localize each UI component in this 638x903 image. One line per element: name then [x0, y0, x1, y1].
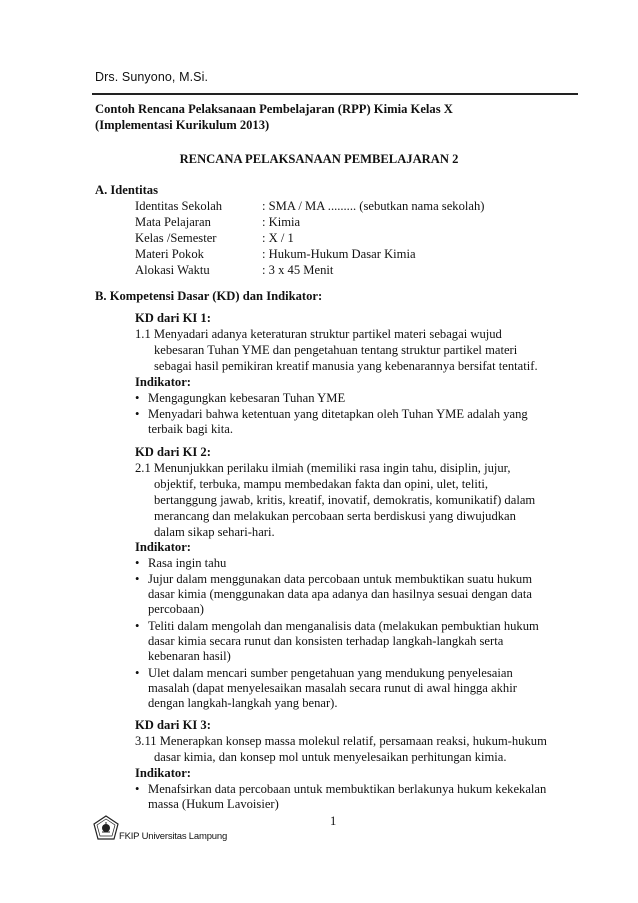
ki1-kd-line: kebesaran Tuhan YME dan pengetahuan tentang struktur partikel materi: [154, 343, 518, 357]
ki2-bullet: • Teliti dalam mengolah dan menganalisis data (melakukan pembuktian hukum dasar kimia secara runut dan konsisten terhadap langkah-langkah serta kebenaran hasil): [135, 619, 539, 663]
identity-row: [135, 263, 333, 278]
ki1-heading: KD dari KI 1:: [135, 311, 211, 325]
ki2-kd-line: objektif, terbuka, mampu membedakan fakta dan opini, ulet, teliti,: [154, 477, 488, 491]
ki2-bullet: • Jujur dalam menggunakan data percobaan untuk membuktikan suatu hukum dasar kimia (menggunakan data apa adanya dan hasilnya sesuai dengan data percobaan): [135, 572, 533, 616]
identity-label: Mata Pelajaran: [135, 215, 211, 229]
identity-label: Kelas /Semester: [135, 231, 217, 245]
ki1-bullet: • Menyadari bahwa ketentuan yang ditetapkan oleh Tuhan YME adalah yang terbaik bagi kita.: [135, 407, 528, 436]
header-rule: [92, 93, 578, 95]
section-b-heading: B. Kompetensi Dasar (KD) dan Indikator:: [95, 289, 323, 303]
identity-row: [135, 231, 294, 246]
identity-value: : 3 x 45 Menit: [262, 263, 334, 277]
identity-row: [135, 199, 484, 214]
footer-institution: FKIP Universitas Lampung: [119, 831, 228, 842]
document-title: Contoh Rencana Pelaksanaan Pembelajaran (RPP) Kimia Kelas X: [95, 102, 453, 116]
ki3-kd-line: 3.11 Menerapkan konsep massa molekul relatif, persamaan reaksi, hukum-hukum: [135, 734, 547, 748]
identity-row: [135, 247, 416, 262]
identity-value: : Kimia: [262, 215, 301, 229]
ki1-indikator-label: Indikator:: [135, 375, 191, 389]
ki3-heading: KD dari KI 3:: [135, 718, 211, 732]
ki3-bullet: • Menafsirkan data percobaan untuk membuktikan berlakunya hukum kekekalan massa (Hukum Lavoisier): [135, 782, 547, 811]
section-a-heading: A. Identitas: [95, 183, 158, 197]
bullet-icon: •: [135, 407, 140, 421]
university-seal-icon: [93, 815, 119, 841]
ki3-indikator-label: Indikator:: [135, 766, 191, 780]
bullet-icon: •: [135, 572, 140, 586]
ki2-kd-line: dalam sikap sehari-hari.: [154, 525, 275, 539]
ki2-kd-line: 2.1 Menunjukkan perilaku ilmiah (memiliki rasa ingin tahu, disiplin, jujur,: [135, 461, 511, 475]
bullet-icon: •: [135, 619, 140, 633]
ki2-heading: KD dari KI 2:: [135, 445, 211, 459]
ki1-kd-line: sebagai hasil pemikiran kreatif manusia yang kebenarannya bersifat tentatif.: [154, 359, 538, 373]
ki3-kd-line: dasar kimia, dan konsep mol untuk menyelesaikan perhitungan kimia.: [154, 750, 507, 764]
identity-label: Identitas Sekolah: [135, 199, 223, 213]
bullet-icon: •: [135, 556, 140, 570]
bullet-icon: •: [135, 391, 140, 405]
ki2-kd-line: bertanggung jawab, kritis, kreatif, inovatif, demokratis, komunikatif) dalam: [154, 493, 536, 507]
ki1-bullet: • Mengagungkan kebesaran Tuhan YME: [135, 391, 346, 405]
ki2-bullet: • Ulet dalam mencari sumber pengetahuan yang mendukung penyelesaian masalah (dapat menyelesaikan masalah secara runut di awal hingga akhir dengan langkah-langkah yang benar).: [135, 666, 517, 710]
identity-value: : Hukum-Hukum Dasar Kimia: [262, 247, 416, 261]
ki2-indikator-label: Indikator:: [135, 540, 191, 554]
identity-value: : SMA / MA ......... (sebutkan nama sekolah): [262, 199, 485, 213]
page-number: 1: [330, 814, 337, 828]
page-title: RENCANA PELAKSANAAN PEMBELAJARAN 2: [179, 152, 459, 166]
bullet-icon: •: [135, 666, 140, 680]
document-subtitle: (Implementasi Kurikulum 2013): [95, 118, 270, 132]
ki2-bullet: • Rasa ingin tahu: [135, 556, 227, 570]
ki2-kd-line: merancang dan melakukan percobaan serta berdiskusi yang diwujudkan: [154, 509, 516, 523]
running-header-author: Drs. Sunyono, M.Si.: [95, 70, 209, 84]
identity-row: [135, 215, 300, 230]
identity-value: : X / 1: [262, 231, 294, 245]
bullet-icon: •: [135, 782, 140, 796]
ki1-kd-line: 1.1 Menyadari adanya keteraturan struktur partikel materi sebagai wujud: [135, 327, 502, 341]
identity-label: Alokasi Waktu: [135, 263, 210, 277]
identity-label: Materi Pokok: [135, 247, 204, 261]
